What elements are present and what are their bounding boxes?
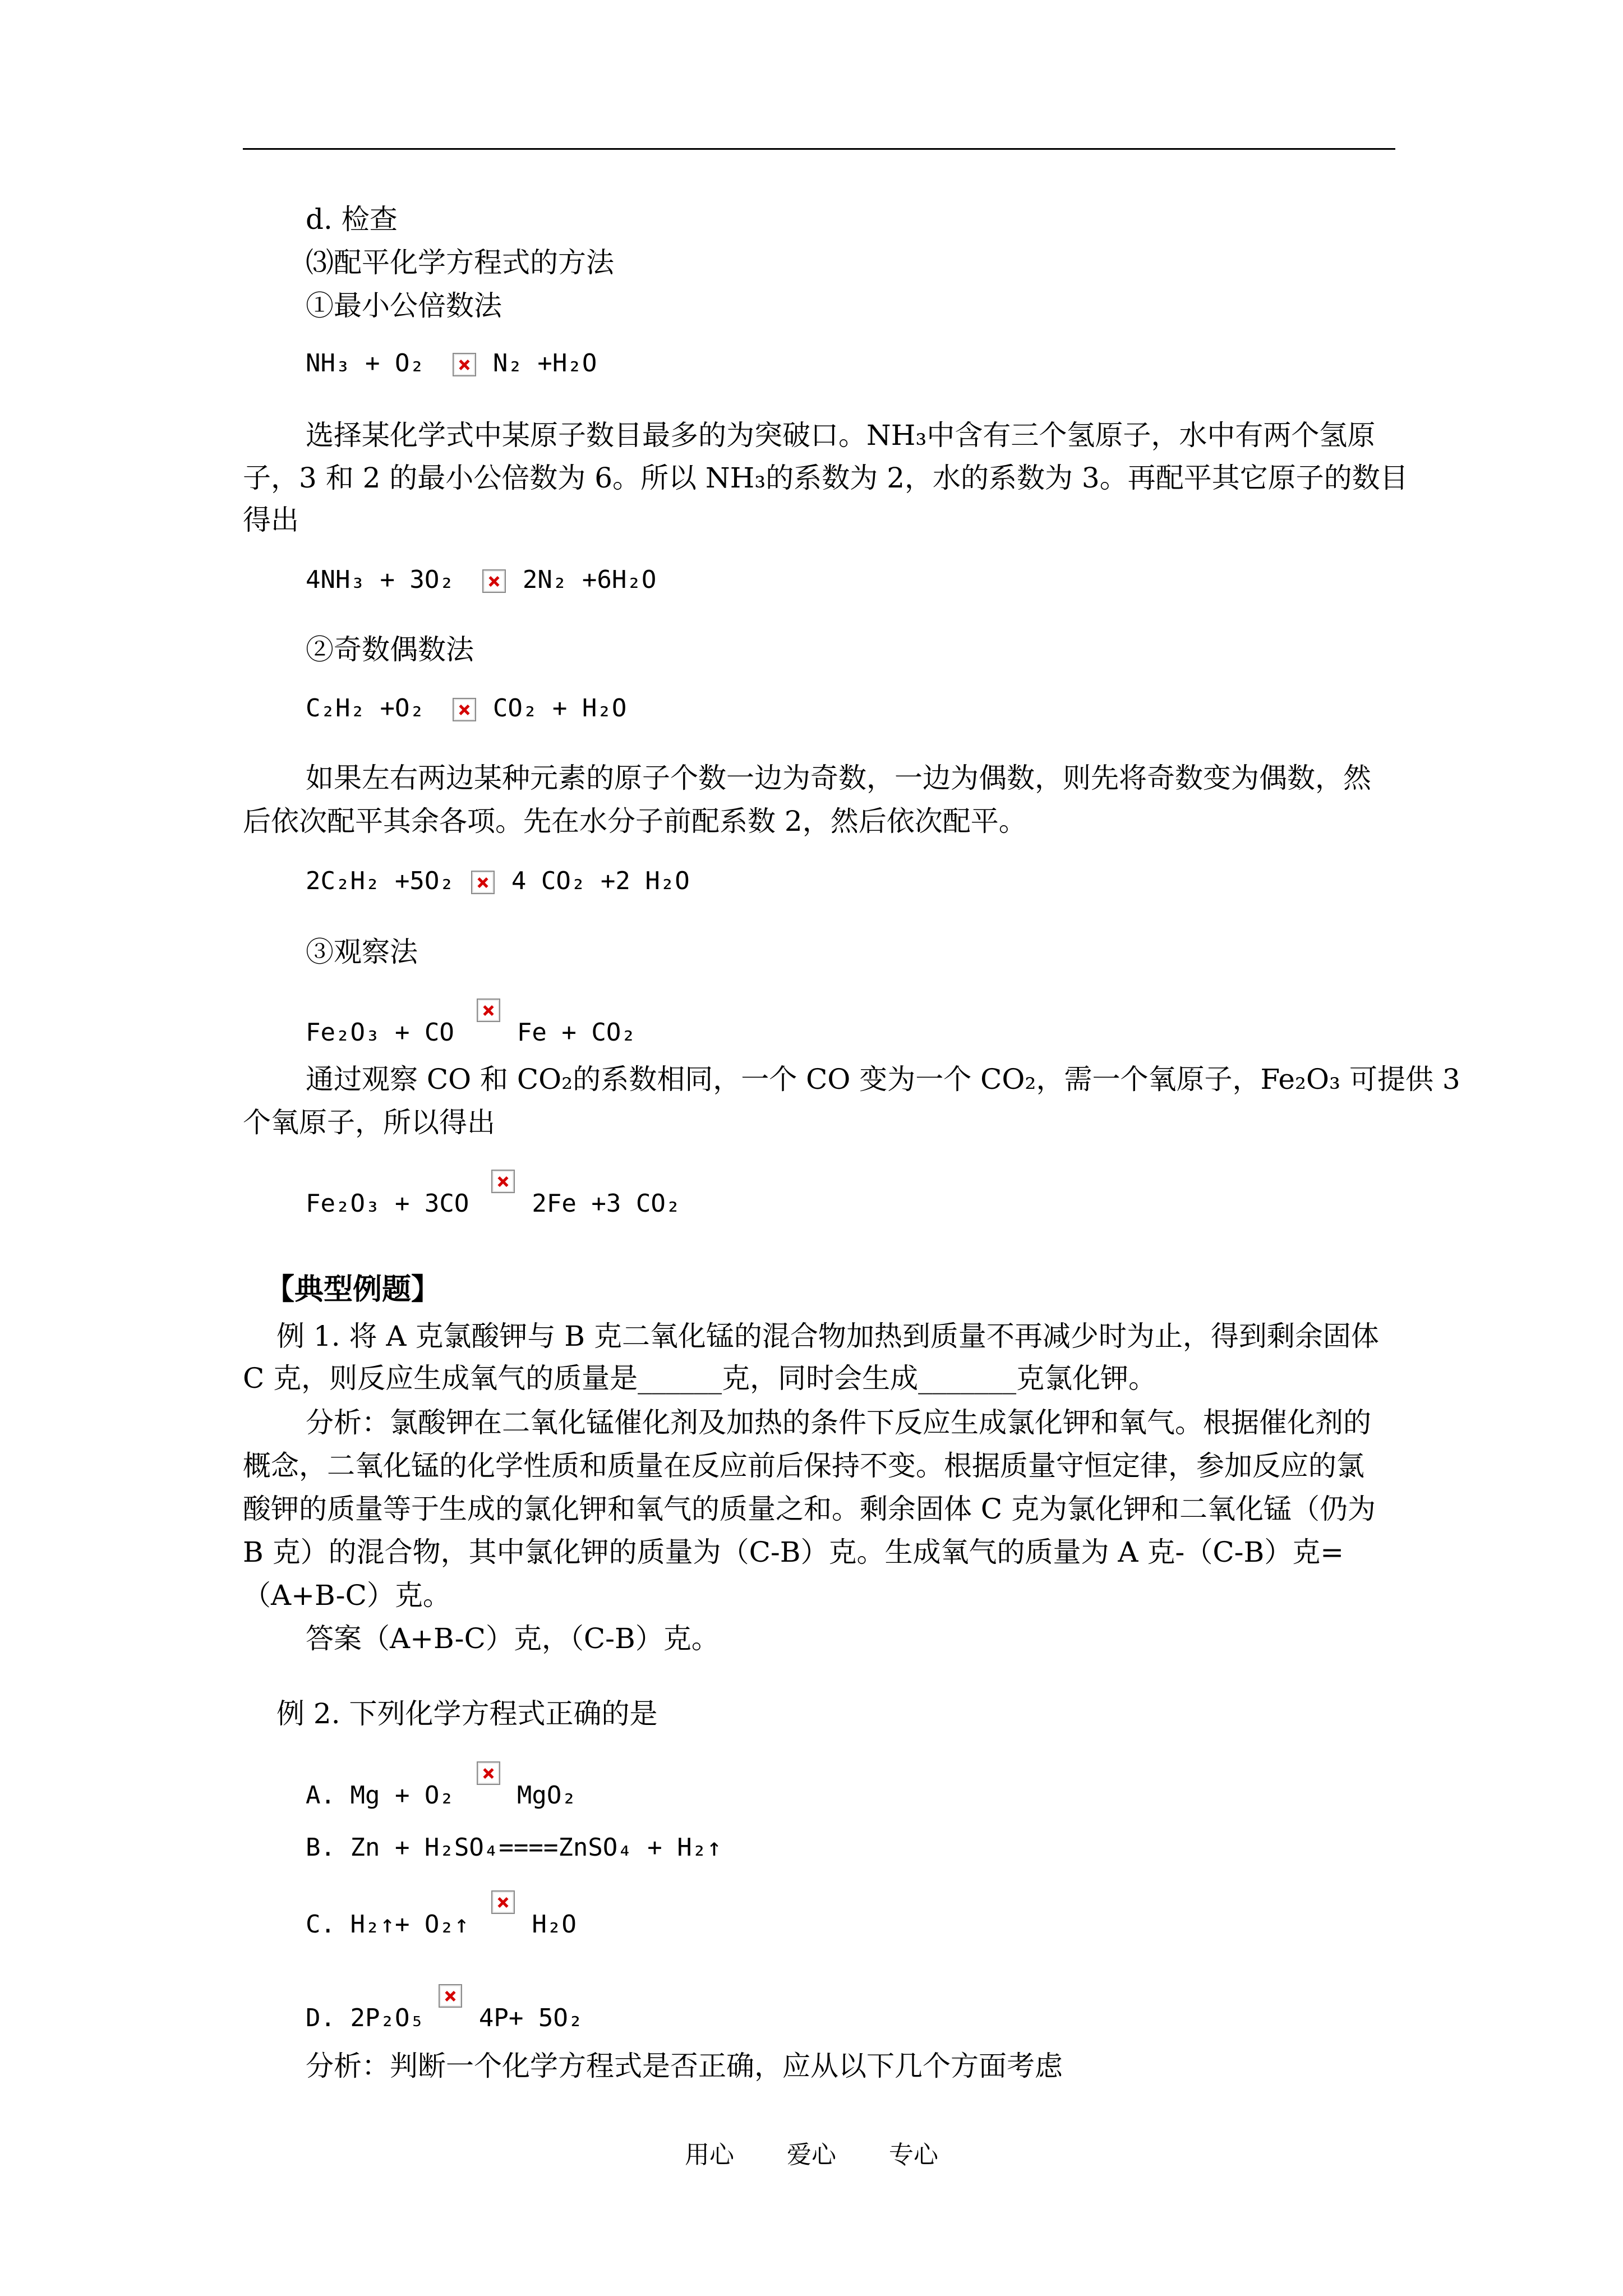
- equation-2-left: 4NH₃ + 3O₂: [306, 565, 454, 594]
- broken-image-icon: [491, 1170, 515, 1193]
- equation-6-right: 2Fe +3 CO₂: [532, 1189, 681, 1218]
- header-rule: [243, 148, 1395, 150]
- analysis-1-line-5: （A+B-C）克。: [243, 1579, 451, 1612]
- equation-6: [306, 1186, 680, 1221]
- analysis-1-line-1: 分析：氯酸钾在二氧化锰催化剂及加热的条件下反应生成氯化钾和氧气。根据催化剂的: [306, 1406, 1371, 1439]
- equation-4-left: 2C₂H₂ +5O₂: [306, 867, 454, 895]
- step-d-check: d. 检查: [306, 203, 398, 236]
- broken-image-icon: [471, 871, 495, 894]
- broken-image-icon: [439, 1984, 462, 2008]
- equation-1-left: NH₃ + O₂: [306, 349, 425, 378]
- observation-paragraph-line-2: 个氧原子，所以得出: [243, 1106, 495, 1139]
- analysis-1-line-3: 酸钾的质量等于生成的氯化钾和氧气的质量之和。剩余固体 C 克为氯化钾和二氧化锰（仍为: [243, 1493, 1376, 1525]
- option-d-left: D. 2P₂O₅: [306, 2004, 425, 2032]
- page-footer: [0, 2134, 1623, 2170]
- equation-1: [306, 346, 597, 381]
- example-2-question: 例 2. 下列化学方程式正确的是: [276, 1697, 658, 1730]
- footer-word-1: 用心: [685, 2141, 734, 2169]
- method-lcm-title: ①最小公倍数法: [306, 289, 502, 322]
- equation-5-left: Fe₂O₃ + CO: [306, 1018, 454, 1047]
- option-b: B. Zn + H₂SO₄====ZnSO₄ + H₂↑: [306, 1833, 722, 1862]
- broken-image-icon: [453, 698, 476, 721]
- equation-5: [306, 1015, 636, 1050]
- analysis-1-line-4: B 克）的混合物，其中氯化钾的质量为（C-B）克。生成氧气的质量为 A 克-（C-B）克=: [243, 1536, 1344, 1568]
- option-d: [306, 2001, 583, 2036]
- equation-2: [306, 563, 656, 597]
- equation-4: [306, 864, 690, 899]
- lcm-paragraph-line-1: 选择某化学式中某原子数目最多的为突破口。NH₃中含有三个氢原子，水中有两个氢原: [306, 419, 1376, 452]
- method-observation-title: ③观察法: [306, 936, 418, 968]
- method-odd-even-title: ②奇数偶数法: [306, 633, 474, 666]
- footer-word-3: 专心: [889, 2141, 938, 2169]
- analysis-2-line: 分析：判断一个化学方程式是否正确，应从以下几个方面考虑: [306, 2050, 1063, 2082]
- footer-word-2: 爱心: [787, 2141, 836, 2169]
- equation-3: [306, 691, 626, 726]
- option-a: [306, 1778, 577, 1813]
- option-d-right: 4P+ 5O₂: [478, 2004, 583, 2032]
- example-1-line-2: C 克，则反应生成氧气的质量是______克，同时会生成_______克氯化钾。: [243, 1362, 1157, 1395]
- answer-1: 答案（A+B-C）克，（C-B）克。: [306, 1622, 720, 1655]
- broken-image-icon: [482, 569, 506, 593]
- broken-image-icon: [477, 1761, 500, 1785]
- broken-image-icon: [453, 353, 476, 376]
- option-c-left: C. H₂↑+ O₂↑: [306, 1910, 469, 1939]
- equation-3-left: C₂H₂ +O₂: [306, 694, 425, 723]
- broken-image-icon: [477, 999, 500, 1022]
- odd-even-paragraph-line-2: 后依次配平其余各项。先在水分子前配系数 2，然后依次配平。: [243, 805, 1027, 838]
- observation-paragraph-line-1: 通过观察 CO 和 CO₂的系数相同，一个 CO 变为一个 CO₂，需一个氧原子，Fe₂O₃ 可提供 3: [306, 1063, 1460, 1096]
- odd-even-paragraph-line-1: 如果左右两边某种元素的原子个数一边为奇数，一边为偶数，则先将奇数变为偶数，然: [306, 762, 1371, 794]
- option-c: [306, 1907, 577, 1942]
- analysis-1-line-2: 概念，二氧化锰的化学性质和质量在反应前后保持不变。根据质量守恒定律，参加反应的氯: [243, 1450, 1364, 1482]
- equation-2-right: 2N₂ +6H₂O: [522, 565, 657, 594]
- option-a-right: MgO₂: [517, 1781, 577, 1810]
- broken-image-icon: [491, 1890, 515, 1914]
- typical-examples-heading: 【典型例题】: [265, 1273, 441, 1306]
- equation-6-left: Fe₂O₃ + 3CO: [306, 1189, 469, 1218]
- lcm-paragraph-line-2: 子，3 和 2 的最小公倍数为 6。所以 NH₃的系数为 2，水的系数为 3。再配平其它原子的数目: [243, 462, 1408, 494]
- equation-4-right: 4 CO₂ +2 H₂O: [511, 867, 690, 895]
- equation-3-right: CO₂ + H₂O: [492, 694, 627, 723]
- section-balancing-methods: ⑶配平化学方程式的方法: [306, 246, 614, 279]
- equation-1-right: N₂ +H₂O: [492, 349, 597, 378]
- lcm-paragraph-line-3: 得出: [243, 504, 299, 536]
- option-c-right: H₂O: [532, 1910, 577, 1939]
- option-a-left: A. Mg + O₂: [306, 1781, 454, 1810]
- equation-5-right: Fe + CO₂: [517, 1018, 636, 1047]
- example-1-line-1: 例 1. 将 A 克氯酸钾与 B 克二氧化锰的混合物加热到质量不再减少时为止，得到剩余固体: [276, 1320, 1379, 1352]
